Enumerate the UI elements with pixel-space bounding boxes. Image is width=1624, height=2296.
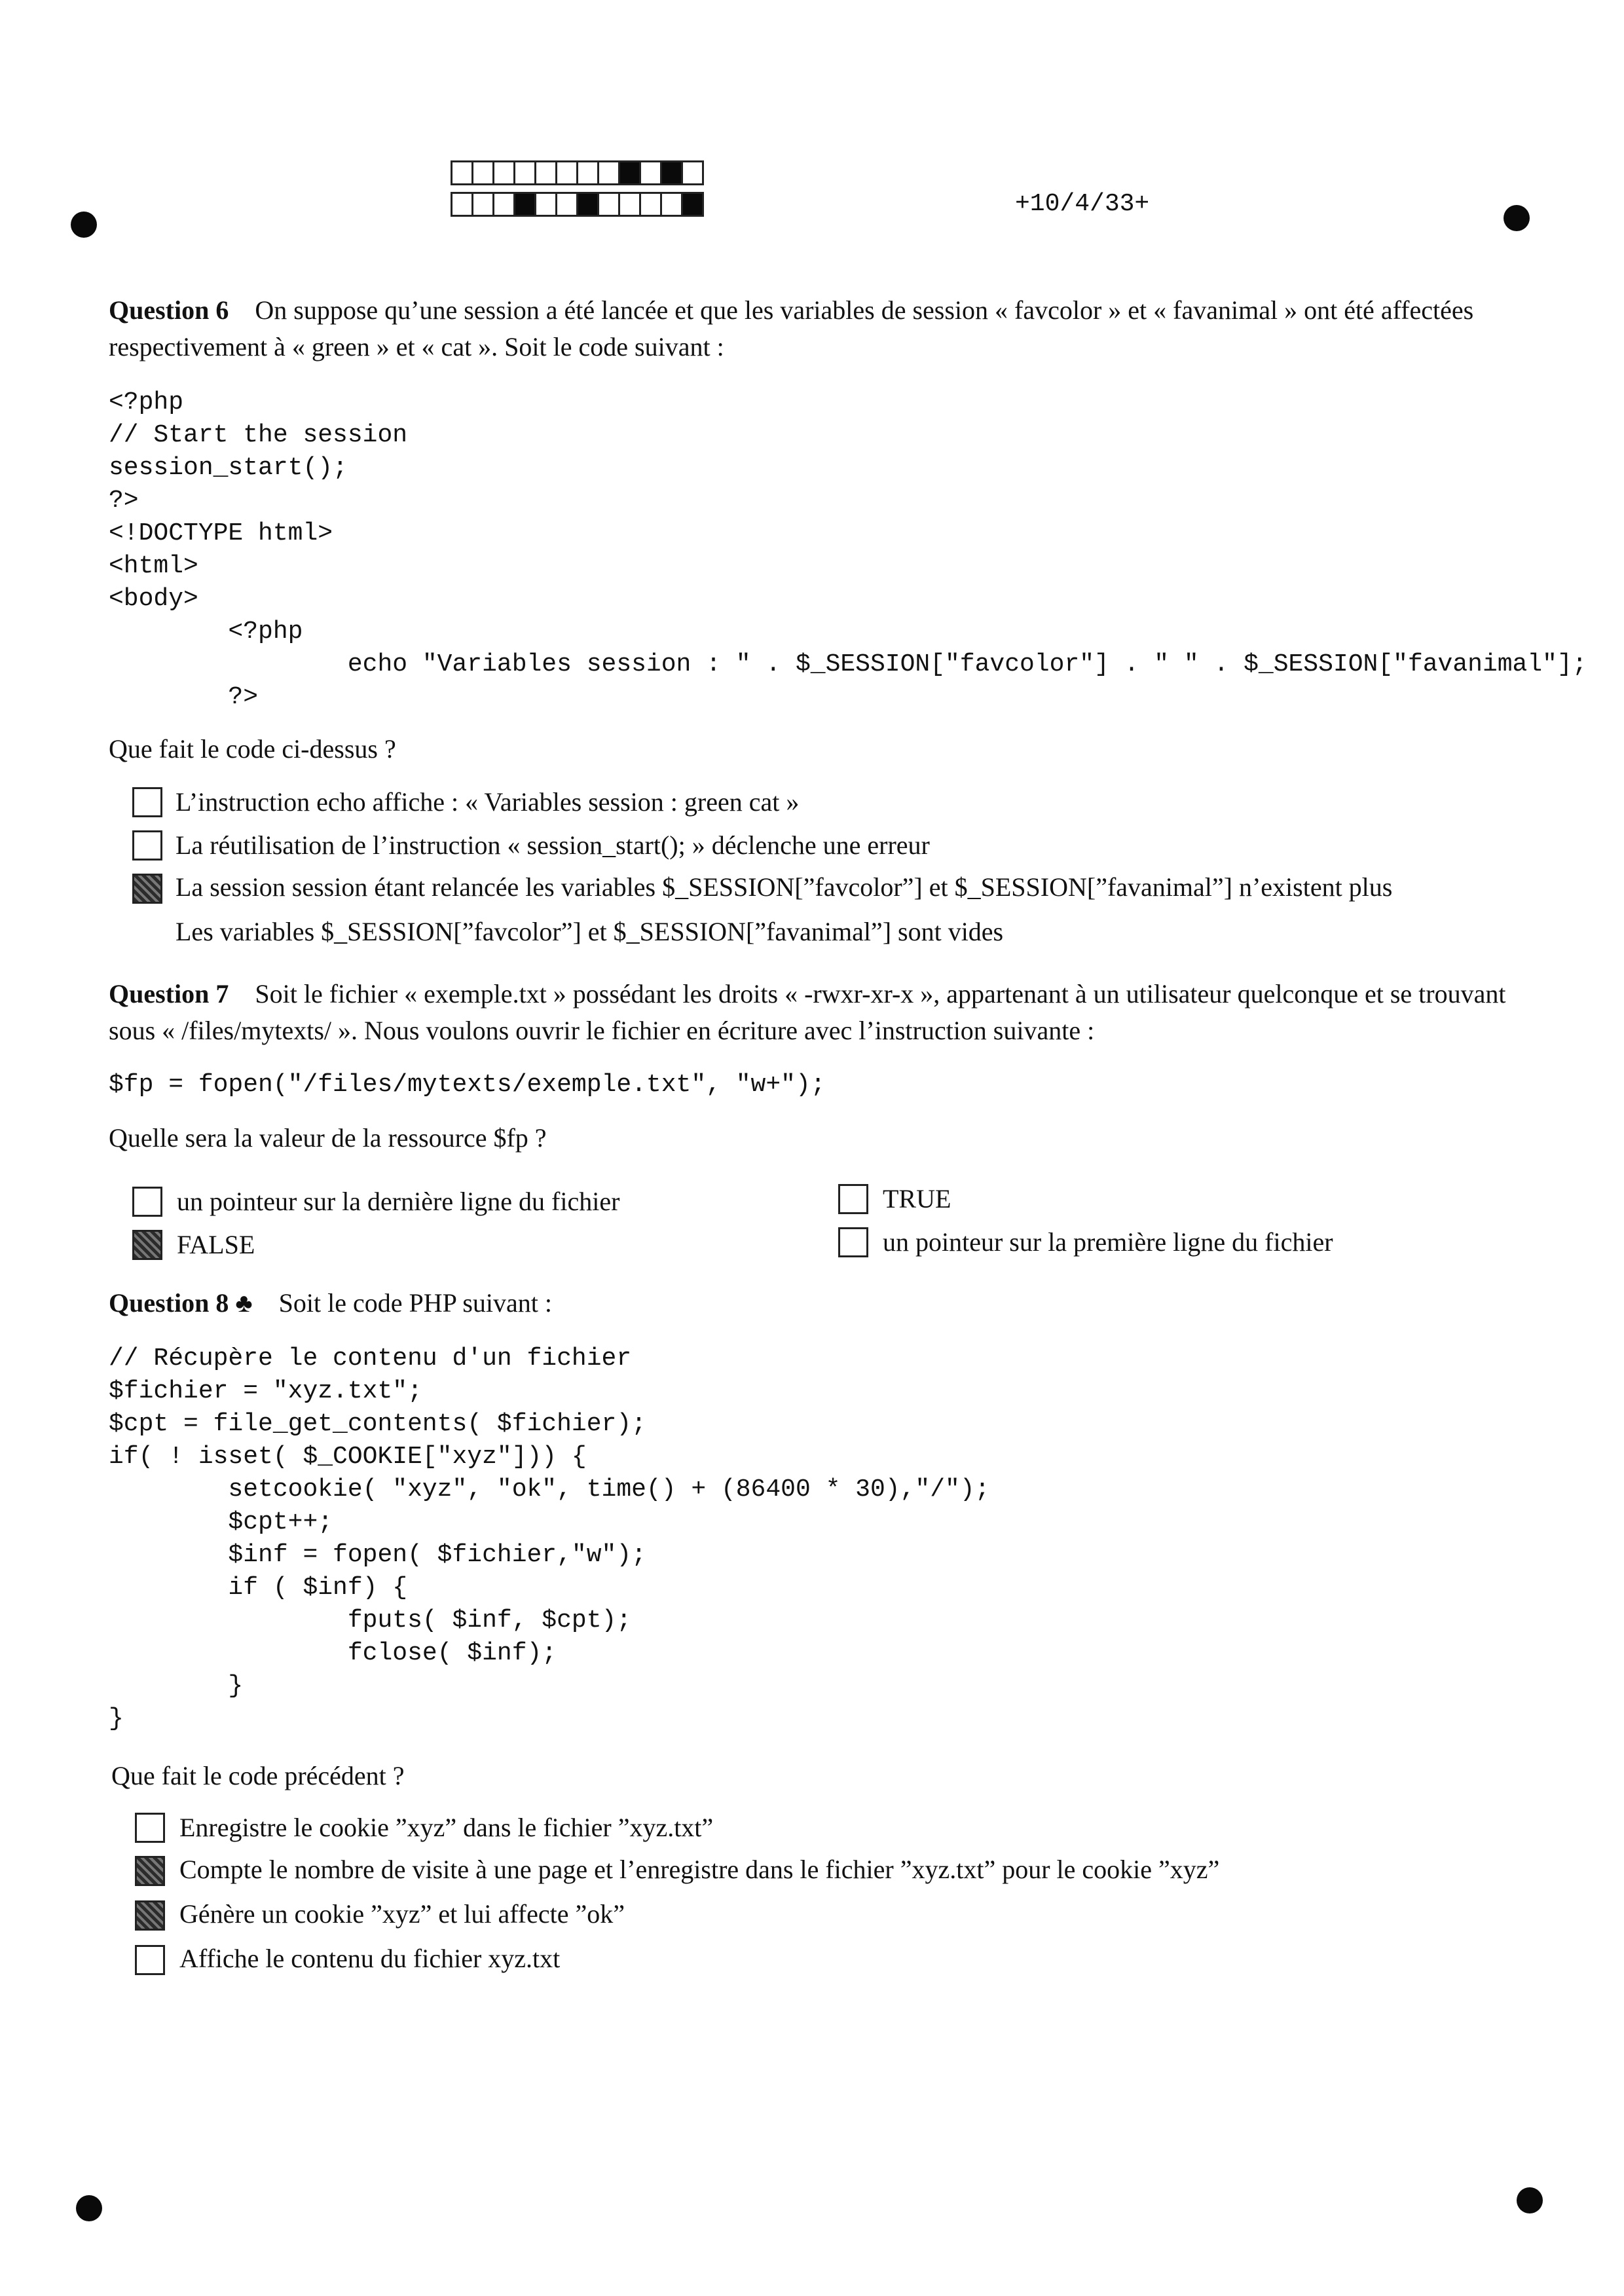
q8-option-3-label: Génère un cookie ”xyz” et lui affecte ”ok” bbox=[179, 1899, 625, 1929]
page-code-cell bbox=[513, 192, 536, 217]
q6-option-4-label: Les variables $_SESSION[”favcolor”] et $_SESSION[”favanimal”] sont vides bbox=[175, 917, 1004, 946]
page-id: +10/4/33+ bbox=[1015, 190, 1150, 218]
q6-option-3-checkbox[interactable] bbox=[132, 874, 162, 904]
page-code-cell bbox=[618, 192, 641, 217]
page-code-cell bbox=[660, 160, 683, 185]
registration-mark-top-right bbox=[1504, 205, 1530, 231]
page-code-cell bbox=[492, 192, 515, 217]
page-code-cell bbox=[471, 192, 494, 217]
page-code-cell bbox=[660, 192, 683, 217]
page-code-cell bbox=[576, 192, 599, 217]
question-7-text: Soit le fichier « exemple.txt » possédant les droits « -rwxr-xr-x », appartenant à un utilisateur quelconque et se trouvant sous « /files/mytexts/ ». Nous voulons ouvrir le fichier en écriture avec l’instruction suivante : bbox=[109, 979, 1506, 1045]
question-8-prompt: Que fait le code précédent ? bbox=[111, 1761, 405, 1790]
q7-option-1-label: un pointeur sur la dernière ligne du fichier bbox=[177, 1187, 620, 1216]
page-code-cell bbox=[534, 192, 557, 217]
question-8-text: Soit le code PHP suivant : bbox=[278, 1288, 553, 1318]
q7-option-2-checkbox[interactable] bbox=[132, 1230, 162, 1260]
q8-option-1-checkbox[interactable] bbox=[135, 1813, 165, 1843]
question-6-text: On suppose qu’une session a été lancée et que les variables de session « favcolor » et « favanimal » ont été affectées respectivement à « green » et « cat ». Soit le code suivant : bbox=[109, 295, 1474, 361]
question-7-prompt: Quelle sera la valeur de la ressource $fp ? bbox=[109, 1123, 547, 1153]
question-6-code: <?php // Start the session session_start(); ?> <!DOCTYPE html> <html> <body> <?php echo "Variables session : " . $_SESSION["favcolor"] . " " . $_SESSION["favanimal"]; ?> bbox=[109, 388, 1587, 711]
q7-option-3-checkbox[interactable] bbox=[838, 1184, 868, 1214]
q6-option-2-label: La réutilisation de l’instruction « session_start(); » déclenche une erreur bbox=[175, 830, 930, 860]
question-7-label: Question 7 bbox=[109, 979, 229, 1009]
page-code-cell bbox=[681, 160, 704, 185]
q8-option-3-checkbox[interactable] bbox=[135, 1900, 165, 1931]
question-8-label: Question 8 ♣ bbox=[109, 1288, 253, 1318]
page-code-cell bbox=[618, 160, 641, 185]
question-7 bbox=[109, 976, 1517, 1049]
q8-option-2-checkbox[interactable] bbox=[135, 1856, 165, 1886]
q7-option-3-label: TRUE bbox=[883, 1184, 951, 1213]
question-8-code: // Récupère le contenu d'un fichier $fichier = "xyz.txt"; $cpt = file_get_contents( $fichier); if( ! isset( $_COOKIE["xyz"])) { setcookie( "xyz", "ok", time() + (86400 * 30),"/"); $cpt++; $inf = fopen( $fichier,"w"); if ( $inf) { fputs( $inf, $cpt); fclose( $inf); } } bbox=[109, 1344, 990, 1733]
page-code-cell bbox=[534, 160, 557, 185]
q6-option-2-checkbox[interactable] bbox=[132, 830, 162, 861]
question-6 bbox=[109, 292, 1517, 365]
registration-mark-bottom-left bbox=[76, 2195, 102, 2221]
registration-mark-bottom-right bbox=[1517, 2187, 1543, 2213]
question-7-code: $fp = fopen("/files/mytexts/exemple.txt", "w+"); bbox=[109, 1071, 826, 1099]
page-code-cell bbox=[555, 192, 578, 217]
page-code-cell bbox=[597, 160, 620, 185]
page-code-cell bbox=[681, 192, 704, 217]
q7-option-1-checkbox[interactable] bbox=[132, 1187, 162, 1217]
registration-mark-top-left bbox=[71, 212, 97, 238]
q6-option-3-label: La session session étant relancée les variables $_SESSION[”favcolor”] et $_SESSION[”favanimal”] n’existent plus bbox=[175, 872, 1393, 902]
q7-option-2-label: FALSE bbox=[177, 1230, 255, 1259]
question-8 bbox=[109, 1285, 1517, 1322]
q7-option-4-label: un pointeur sur la première ligne du fichier bbox=[883, 1227, 1333, 1257]
page-code-cell bbox=[639, 192, 662, 217]
page-code-cell bbox=[555, 160, 578, 185]
q8-option-4-checkbox[interactable] bbox=[135, 1945, 165, 1975]
page-code-row-2 bbox=[451, 192, 702, 217]
question-6-prompt: Que fait le code ci-dessus ? bbox=[109, 734, 396, 764]
page-code-cell bbox=[576, 160, 599, 185]
q8-option-4-label: Affiche le contenu du fichier xyz.txt bbox=[179, 1944, 561, 1973]
question-6-label: Question 6 bbox=[109, 295, 229, 325]
page-code-cell bbox=[597, 192, 620, 217]
page-code-cell bbox=[513, 160, 536, 185]
page-code-cell bbox=[492, 160, 515, 185]
q6-option-1-label: L’instruction echo affiche : « Variables session : green cat » bbox=[175, 787, 800, 817]
q6-option-1-checkbox[interactable] bbox=[132, 787, 162, 817]
page-code-cell bbox=[639, 160, 662, 185]
q8-option-1-label: Enregistre le cookie ”xyz” dans le fichier ”xyz.txt” bbox=[179, 1813, 714, 1842]
page-code-cell bbox=[471, 160, 494, 185]
page-code-row-1 bbox=[451, 160, 702, 185]
page-code-cell bbox=[451, 192, 473, 217]
q7-option-4-checkbox[interactable] bbox=[838, 1227, 868, 1257]
q8-option-2-label: Compte le nombre de visite à une page et l’enregistre dans le fichier ”xyz.txt” pour le cookie ”xyz” bbox=[179, 1855, 1220, 1884]
page-code-cell bbox=[451, 160, 473, 185]
